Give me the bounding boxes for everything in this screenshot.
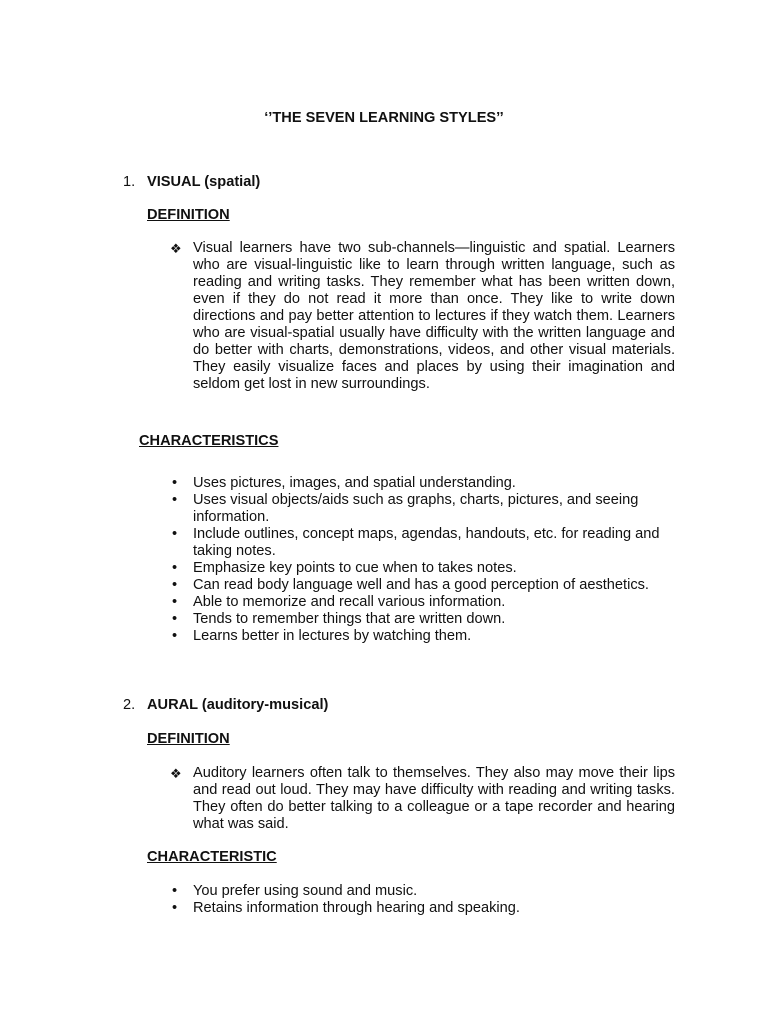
section-1-number: 1.	[123, 174, 136, 190]
list-item-text: Tends to remember things that are written down.	[193, 611, 506, 627]
bullet-icon: •	[172, 475, 178, 491]
bullet-icon: •	[172, 594, 178, 610]
section-2-heading: AURAL (auditory-musical)	[147, 697, 329, 713]
list-item	[170, 594, 675, 611]
list-item	[170, 628, 675, 645]
section-2-definition-label: DEFINITION	[147, 731, 230, 747]
list-item-text: Can read body language well and has a good perception of aesthetics.	[193, 577, 649, 593]
list-item	[170, 883, 675, 900]
diamond-bullet-icon: ❖	[170, 241, 182, 256]
list-item	[170, 577, 675, 594]
section-1-characteristics-list	[170, 475, 675, 645]
bullet-icon: •	[172, 492, 178, 508]
list-item-text: Emphasize key points to cue when to takes notes.	[193, 560, 517, 576]
list-item-text: Retains information through hearing and speaking.	[193, 900, 520, 916]
list-item	[170, 492, 675, 526]
list-item	[170, 526, 675, 560]
list-item	[170, 900, 675, 917]
section-1-heading: VISUAL (spatial)	[147, 174, 261, 190]
section-2-characteristics-label: CHARACTERISTIC	[147, 849, 277, 865]
list-item-text: Learns better in lectures by watching them.	[193, 628, 472, 644]
section-1-definition-text: Visual learners have two sub-channels—linguistic and spatial. Learners who are visual-linguistic like to learn through written language, such as reading and writing tasks. They remember what has been written down, even if they do not read it more than once. They like to write down directions and pay better attention to lectures if they watch them. Learners who are visual-spatial usually have difficulty with the written language and do better with charts, demonstrations, videos, and other visual materials. They easily visualize faces and places by using their imagination and seldom get lost in new surroundings.	[193, 240, 675, 392]
section-2-definition-text: Auditory learners often talk to themselves. They also may move their lips and read out loud. They may have difficulty with reading and writing tasks. They often do better talking to a colleague or a tape recorder and hearing what was said.	[193, 765, 675, 832]
section-2-characteristics-list	[170, 883, 675, 917]
list-item	[170, 475, 675, 492]
diamond-bullet-icon: ❖	[170, 766, 182, 781]
page-title: ‘’THE SEVEN LEARNING STYLES’’	[264, 110, 504, 126]
list-item-text: Able to memorize and recall various information.	[193, 594, 506, 610]
bullet-icon: •	[172, 577, 178, 593]
bullet-icon: •	[172, 883, 178, 899]
section-1-characteristics-label: CHARACTERISTICS	[139, 433, 279, 449]
list-item-text: Include outlines, concept maps, agendas, handouts, etc. for reading and taking notes.	[193, 526, 660, 559]
list-item	[170, 611, 675, 628]
list-item-text: Uses visual objects/aids such as graphs, charts, pictures, and seeing information.	[193, 492, 639, 525]
section-1-definition-label: DEFINITION	[147, 207, 230, 223]
bullet-icon: •	[172, 526, 178, 542]
bullet-icon: •	[172, 628, 178, 644]
bullet-icon: •	[172, 611, 178, 627]
list-item-text: You prefer using sound and music.	[193, 883, 418, 899]
bullet-icon: •	[172, 900, 178, 916]
bullet-icon: •	[172, 560, 178, 576]
list-item-text: Uses pictures, images, and spatial understanding.	[193, 475, 516, 491]
list-item	[170, 560, 675, 577]
section-2-number: 2.	[123, 697, 136, 713]
